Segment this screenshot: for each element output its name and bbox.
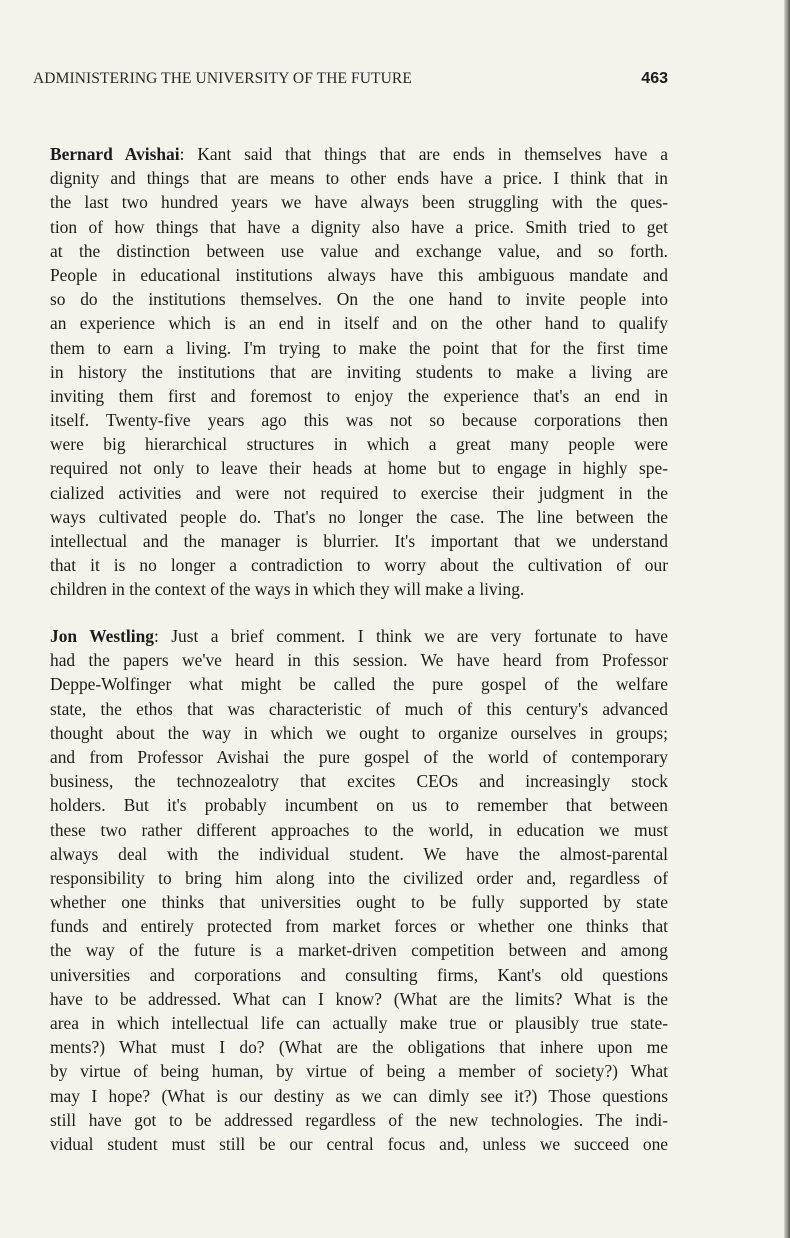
text-line: were big hierarchical structures in which a great many people were: [50, 434, 668, 455]
running-title: ADMINISTERING THE UNIVERSITY OF THE FUTURE: [33, 70, 412, 87]
text-line: had the papers we've heard in this session. We have heard from Professor: [50, 650, 668, 671]
text-line: children in the context of the ways in which they will make a living.: [50, 579, 525, 600]
text-line: [50, 624, 668, 648]
text-line: still have got to be addressed regardless of the new technologies. The indi-: [50, 1109, 668, 1130]
line-text: : Kant said that things that are ends in themselves have a: [179, 144, 668, 164]
text-line: business, the technozealotry that excites CEOs and increasingly stock: [50, 771, 668, 792]
text-line: have to be addressed. What can I know? (What are the limits? What is the: [50, 988, 668, 1009]
text-line: the way of the future is a market-driven competition between and among: [50, 940, 668, 961]
paragraph-westling: [50, 624, 668, 1156]
text-line: People in educational institutions always have this ambiguous mandate and: [50, 264, 668, 285]
text-line: an experience which is an end in itself and on the other hand to qualify: [50, 313, 668, 334]
text-line: area in which intellectual life can actually make true or plausibly true state-: [50, 1013, 668, 1033]
text-line: them to earn a living. I'm trying to make the point that for the first time: [50, 337, 668, 358]
text-line: intellectual and the manager is blurrier. It's important that we understand: [50, 531, 668, 551]
text-line: dignity and things that are means to other ends have a price. I think that in: [50, 168, 668, 189]
text-line: required not only to leave their heads at home but to engage in highly spe-: [50, 458, 668, 479]
text-line: responsibility to bring him along into the civilized order and, regardless of: [50, 867, 668, 888]
text-line: in history the institutions that are inviting students to make a living are: [50, 361, 668, 382]
text-line: inviting them first and foremost to enjoy the experience that's an end in: [50, 385, 668, 406]
text-line: thought about the way in which we ought to organize ourselves in groups;: [50, 722, 668, 743]
text-line: holders. But it's probably incumbent on us to remember that between: [50, 795, 668, 816]
text-line: whether one thinks that universities ought to be fully supported by state: [50, 892, 668, 913]
text-line: these two rather different approaches to the world, in education we must: [50, 819, 668, 840]
speaker-name: Bernard Avishai: [50, 144, 180, 164]
text-line: cialized activities and were not required to exercise their judgment in the: [50, 482, 668, 503]
text-line: ments?) What must I do? (What are the obligations that inhere upon me: [50, 1037, 668, 1058]
line-text: : Just a brief comment. I think we are very fortunate to have: [153, 626, 668, 646]
text-line: state, the ethos that was characteristic of much of this century's advanced: [50, 698, 668, 719]
text-line: funds and entirely protected from market forces or whether one thinks that: [50, 916, 668, 937]
paragraph-avishai: [50, 142, 668, 602]
text-line: universities and corporations and consulting firms, Kant's old questions: [50, 964, 668, 985]
text-line: itself. Twenty-five years ago this was not so because corporations then: [50, 410, 668, 431]
text-line: ways cultivated people do. That's no longer the case. The line between the: [50, 506, 668, 527]
speaker-name: Jon Westling: [50, 626, 154, 646]
text-line: [50, 142, 668, 166]
running-header: [33, 70, 668, 92]
text-line: Deppe-Wolfinger what might be called the pure gospel of the welfare: [50, 674, 668, 695]
text-line: at the distinction between use value and exchange value, and so forth.: [50, 240, 668, 261]
text-line: the last two hundred years we have always been struggling with the ques-: [50, 192, 668, 213]
text-line: vidual student must still be our central focus and, unless we succeed one: [50, 1133, 668, 1154]
text-line: by virtue of being human, by virtue of being a member of society?) What: [50, 1061, 668, 1082]
text-line: that it is no longer a contradiction to worry about the cultivation of our: [50, 555, 668, 576]
page-edge-shadow: [784, 0, 790, 1238]
text-line: always deal with the individual student. We have the almost-parental: [50, 843, 668, 864]
text-line: so do the institutions themselves. On the one hand to invite people into: [50, 289, 668, 310]
text-line: and from Professor Avishai the pure gospel of the world of contemporary: [50, 746, 668, 767]
text-line: may I hope? (What is our destiny as we can dimly see it?) Those questions: [50, 1085, 668, 1106]
text-line: tion of how things that have a dignity also have a price. Smith tried to get: [50, 216, 668, 237]
page-number: 463: [641, 70, 668, 87]
